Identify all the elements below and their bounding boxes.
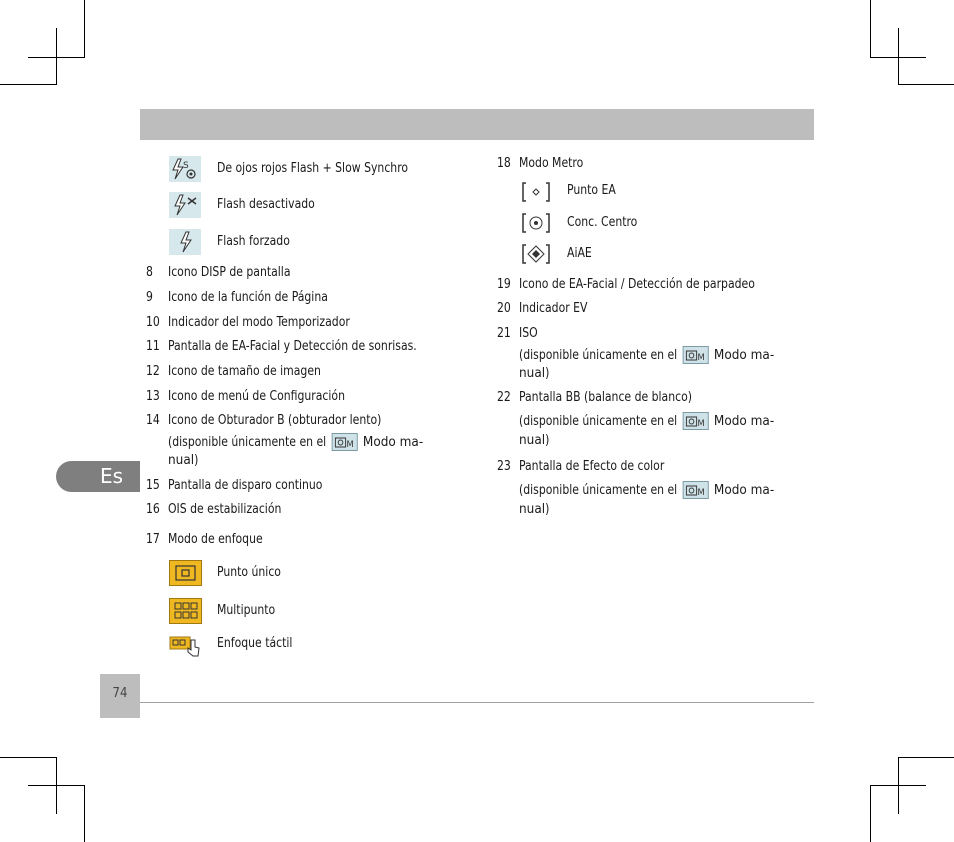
item-label: Icono de menú de Configuración (168, 389, 345, 404)
af-item-label: Enfoque táctil (217, 636, 293, 651)
availability-note (519, 412, 774, 430)
crop-mark (84, 785, 85, 842)
crop-mark (28, 785, 85, 786)
item-label: Icono de EA-Facial / Detección de parpadeo (519, 277, 755, 292)
item-number: 13 (146, 389, 160, 404)
camera-manual-mode-icon (332, 433, 358, 451)
note-mode-cont: nual (519, 366, 546, 381)
crop-mark (28, 57, 85, 58)
note-prefix: (disponible únicamente en el (519, 414, 678, 429)
svg-text:S: S (183, 161, 189, 171)
availability-note-cont (519, 366, 549, 382)
item-label: Pantalla BB (balance de blanco) (519, 390, 692, 405)
metering-spot-icon (521, 180, 551, 204)
note-mode-cont: nual (519, 502, 546, 517)
metro-item-label: Punto EA (567, 183, 616, 198)
note-mode: Modo ma- (362, 435, 424, 450)
item-number: 20 (497, 301, 511, 316)
flash-off-icon (169, 192, 201, 218)
flash-item-label: Flash forzado (217, 234, 290, 249)
af-multipoint-icon (169, 598, 202, 624)
item-label: ISO (519, 326, 538, 341)
item-number: 11 (146, 339, 160, 354)
note-prefix: (disponible únicamente en el (519, 483, 678, 498)
crop-mark (84, 0, 85, 57)
item-label: Pantalla de EA-Facial y Detección de sonrisas. (168, 339, 417, 354)
note-mode: Modo ma- (713, 348, 775, 363)
camera-manual-mode-icon (683, 346, 709, 364)
item-number: 19 (497, 277, 511, 292)
crop-mark (898, 84, 954, 85)
flash-item-label: De ojos rojos Flash + Slow Synchro (217, 161, 409, 176)
item-label: Icono DISP de pantalla (168, 265, 291, 280)
item-label: Icono de tamaño de imagen (168, 364, 321, 379)
availability-note-cont (519, 502, 549, 518)
af-single-point-icon (169, 560, 202, 586)
note-suffix: ) (545, 502, 550, 517)
item-number: 16 (146, 502, 160, 517)
crop-mark (870, 785, 926, 786)
availability-note-cont (168, 453, 198, 469)
af-touch-icon (169, 634, 202, 658)
item-label: Modo de enfoque (168, 532, 263, 547)
note-mode: Modo ma- (713, 483, 775, 498)
svg-text:M: M (346, 439, 354, 450)
item-label: Icono de la función de Página (168, 290, 328, 305)
item-label: Indicador del modo Temporizador (168, 315, 350, 330)
item-number: 9 (146, 290, 153, 305)
crop-mark (0, 757, 57, 758)
availability-note (168, 433, 423, 451)
note-suffix: ) (545, 366, 550, 381)
metro-item-label: AiAE (567, 246, 592, 261)
header-bar (140, 109, 814, 140)
availability-note (519, 481, 774, 499)
note-suffix: ) (194, 453, 199, 468)
item-number: 10 (146, 315, 160, 330)
svg-text:M: M (697, 418, 705, 429)
item-number: 17 (146, 532, 160, 547)
footer-divider (140, 702, 814, 703)
camera-manual-mode-icon (683, 481, 709, 499)
crop-mark (870, 57, 926, 58)
item-number: 21 (497, 326, 511, 341)
metering-aiae-icon (521, 242, 551, 266)
af-item-label: Multipunto (217, 603, 276, 618)
item-number: 15 (146, 478, 160, 493)
crop-mark (0, 84, 57, 85)
item-label: Indicador EV (519, 301, 588, 316)
availability-note-cont (519, 433, 549, 449)
item-label: Modo Metro (519, 156, 584, 171)
note-mode-cont: nual (168, 453, 195, 468)
af-item-label: Punto único (217, 565, 281, 580)
crop-mark (870, 0, 871, 57)
item-label: Pantalla de Efecto de color (519, 459, 665, 474)
item-label: Pantalla de disparo continuo (168, 478, 323, 493)
svg-text:M: M (697, 487, 705, 498)
svg-text:M: M (697, 352, 705, 363)
item-number: 23 (497, 459, 511, 474)
page-number: 74 (100, 674, 140, 718)
note-prefix: (disponible únicamente en el (168, 435, 327, 450)
metering-center-icon (521, 211, 551, 235)
note-suffix: ) (545, 433, 550, 448)
item-number: 18 (497, 156, 511, 171)
item-label: OIS de estabilización (168, 502, 282, 517)
note-prefix: (disponible únicamente en el (519, 348, 678, 363)
flash-item-label: Flash desactivado (217, 197, 315, 212)
item-number: 14 (146, 413, 160, 428)
item-number: 22 (497, 390, 511, 405)
metro-item-label: Conc. Centro (567, 215, 638, 230)
flash-redeye-slow-sync-icon (169, 156, 201, 182)
crop-mark (898, 757, 954, 758)
crop-mark (870, 785, 871, 842)
note-mode-cont: nual (519, 433, 546, 448)
language-tab: Es (56, 461, 140, 492)
item-number: 12 (146, 364, 160, 379)
note-mode: Modo ma- (713, 414, 775, 429)
availability-note (519, 346, 774, 364)
flash-forced-icon (169, 229, 201, 255)
item-label: Icono de Obturador B (obturador lento) (168, 413, 382, 428)
item-number: 8 (146, 265, 153, 280)
camera-manual-mode-icon (683, 412, 709, 430)
